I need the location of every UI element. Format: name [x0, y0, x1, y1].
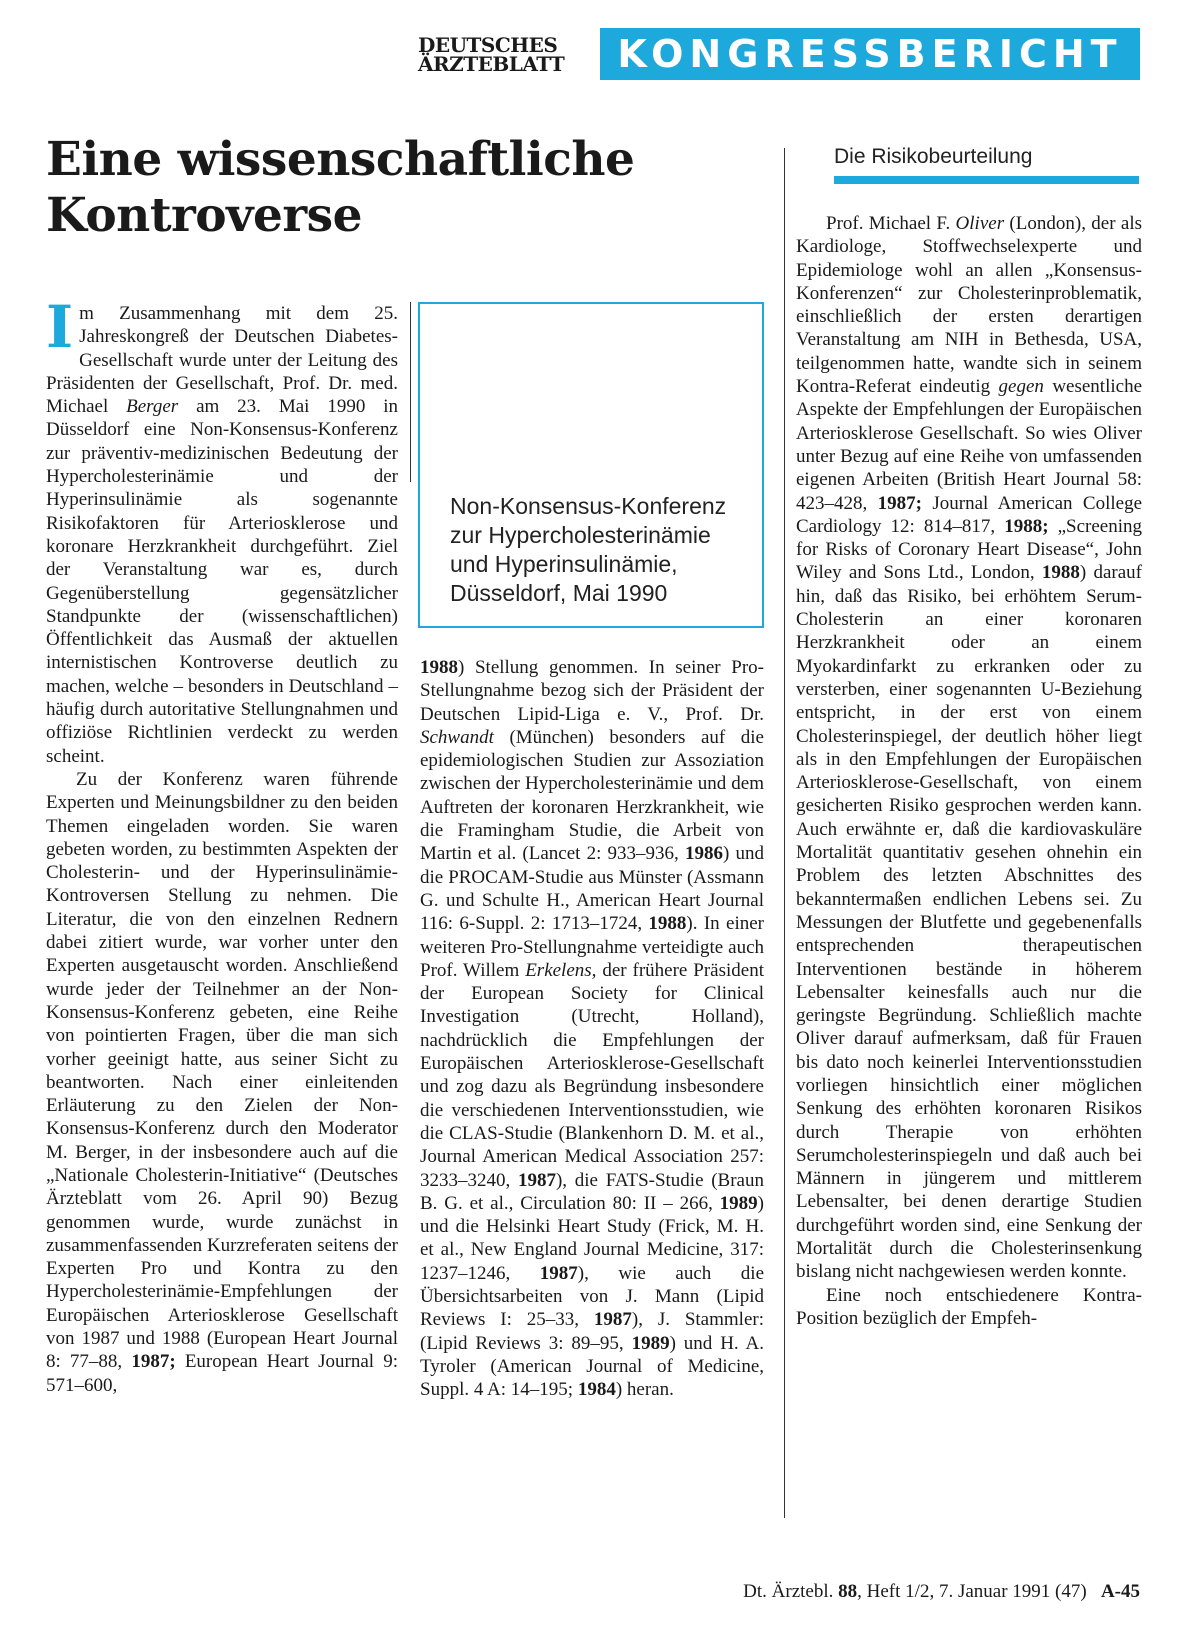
text-run-italic: Oliver — [955, 213, 1005, 234]
text-run: ), die FATS-Studie (Braun B. G. et al., Circulation 80: II – 266, — [420, 1169, 764, 1214]
text-run: ), wie auch die Übersichtsarbeiten von J. Mann (Lipid Reviews I: 25–33, — [420, 1262, 765, 1331]
conference-infobox — [418, 302, 764, 628]
text-run: European Heart Journal 9: 571–600, — [46, 1351, 398, 1396]
text-run: ) und H. A. Tyroler (American Journal of Medicine, Suppl. 4 A: 14–195; — [420, 1332, 764, 1401]
page-footer — [640, 1580, 1140, 1604]
article-column-3 — [796, 212, 1142, 1330]
text-run-bold: 1987; — [877, 492, 922, 514]
text-run: ) und die PROCAM-Studie aus Münster (Assmann G. und Schulte H., American Heart Journal 116: 6-Suppl. 2: 1713–1724, — [420, 843, 764, 935]
footer-issue: , Heft 1/2, 7. Januar 1991 (47) — [857, 1581, 1087, 1602]
infobox-line-3: und Hyperinsulinämie, — [450, 551, 678, 577]
text-run: „Screening for Risks of Coronary Heart Disease“, John Wiley and Sons Ltd., London, — [796, 515, 1142, 584]
drop-cap: I — [46, 293, 74, 361]
text-run: ) und die Helsinki Heart Study (Frick, M. H. et al., New England Journal Medicine, 317: 1237–1246, — [420, 1192, 764, 1284]
text-run: Prof. Michael F. — [826, 213, 956, 234]
text-run-bold: 1989 — [631, 1332, 670, 1354]
text-run-bold: 1987 — [517, 1169, 556, 1191]
text-run: (München) besonders auf die epidemiologischen Studien zur Assoziation zwischen der Hypercholesterinämie und dem Auftreten der koronaren Herzkrankheit, wie die Framingham Studie, die Arbeit von Martin et al. (Lancet 2: 933–936, — [420, 726, 764, 865]
text-run: ) heran. — [615, 1379, 674, 1401]
section-heading: Die Risikobeurteilung — [834, 145, 1033, 168]
article-headline — [46, 132, 746, 244]
paragraph — [420, 656, 764, 1402]
text-run: am 23. Mai 1990 in Düsseldorf eine Non-Konsensus-Konferenz zur präventiv-medizinischen Bedeutung der Hypercholesterinämie und der Hyperinsulinämie als sogenannte Risikofaktoren für Arteriosklerose und koronare Herzkrankheit durchgeführt. Ziel der Veranstaltung war es, durch Gegenüberstellung gegensätzlicher Standpunkte der (wissenschaftlichen) Öffentlichkeit das Ausmaß der aktuellen internistischen Kontroverse deutlich zu machen, welche – besonders in Deutschland – häufig durch autoritative Stellungnahmen und offiziöse Richtlinien verdeckt zu werden scheint. — [46, 396, 398, 767]
infobox-line-2: zur Hypercholesterinämie — [450, 522, 711, 548]
footer-journal: Dt. Ärztebl. — [743, 1581, 839, 1602]
text-run: ) darauf hin, daß das Risiko, bei erhöhtem Serum-Cholesterin an einer koronaren Herzkrankheit oder an einem Myokardinfarkt zu erkranken oder zu versterben, einer sogenannten U-Beziehung entspricht, in der erst von einem Cholesterinspiegel, der deutlich höher liegt als in den Empfehlungen der Europäischen Arteriosklerose-Gesellschaft, von einem gesicherten Risiko gesprochen werden kann. Auch erwähnte er, daß die kardiovaskuläre Mortalität quantitativ gesehen ohnehin ein Problem des letzten Abschnittes des bekanntermaßen endlichen Lebens sei. Zu Messungen der Blutfette und gegebenenfalls entsprechenden therapeutischen Interventionen bestände in höherem Lebensalter keinesfalls auch nur die geringste Begründung. Schließlich machte Oliver darauf aufmerksam, daß für Frauen bis dato noch keinerlei Interventionsstudien vorliegen hinsichtlich einer möglichen Senkung des erhöhten koronaren Risikos durch Therapie von erhöhten Serumcholesterinspiegeln und daß auch bei Männern in jüngerem und mittlerem Lebensalter, bei denen derartige Studien durchgeführt worden sind, eine Senkung der Mortalität durch die Cholesterinsenkung bislang nicht nachgewiesen werden konnte. — [796, 562, 1142, 1283]
text-run-bold: 1987 — [593, 1309, 632, 1331]
section-heading-rule — [834, 176, 1139, 184]
text-run-italic: gegen — [998, 376, 1044, 398]
text-run: (London), der als Kardiologe, Stoffwechselexperte und Epidemiologe wohl an allen „Konsensus-Konferenzen“ zur Cholesterinproblematik, einschließlich der ersten derartigen Veranstaltung am NIH in Bethesda, USA, teilgenommen hatte, wandte sich in seinem Kontra-Referat eindeutig — [796, 213, 1142, 398]
column-divider — [784, 148, 785, 1518]
column-divider-short — [410, 302, 411, 482]
text-run-bold: 1984 — [577, 1379, 616, 1401]
text-run-italic: Schwandt — [420, 726, 494, 748]
footer-page-number: A-45 — [1100, 1581, 1140, 1602]
paragraph — [46, 293, 398, 768]
journal-brand — [418, 33, 596, 76]
infobox-caption — [450, 492, 750, 608]
text-run-bold: 1987 — [539, 1262, 578, 1284]
paragraph — [796, 212, 1142, 1284]
footer-volume: 88 — [838, 1581, 858, 1602]
article-column-2 — [420, 656, 764, 1402]
brand-line-1: DEUTSCHES — [418, 33, 558, 57]
paragraph — [46, 768, 398, 1397]
text-run-bold: 1988; — [1004, 515, 1049, 537]
paragraph: Eine noch entschiedenere Kontra-Position bezüglich der Empfeh- — [796, 1284, 1142, 1329]
text-run: der frühere Präsident der European Society for Clinical Investigation (Utrecht, Holland), nachdrücklich die Empfehlungen der Europäischen Arteriosklerose-Gesellschaft und zog dazu als Begründung insbesondere die verschiedenen Interventionsstudien, wie die CLAS-Studie (Blankenhorn D. M. et al., Journal American Medical Association 257: 3233–3240, — [420, 959, 764, 1191]
section-banner: KONGRESSBERICHT — [600, 28, 1140, 80]
brand-line-2: ÄRZTEBLATT — [418, 52, 565, 76]
article-column-1 — [46, 293, 398, 1397]
text-run: Journal American College Cardiology 12: 814–817, — [796, 492, 1143, 537]
text-run: wesentliche Aspekte der Empfehlungen der Europäischen Arteriosklerose Gesellschaft. So wies Oliver unter Bezug auf eine Reihe von umfassenden eigenen Arbeiten (British Heart Journal 58: 423–428, — [796, 376, 1143, 514]
text-run-italic: Berger — [126, 396, 179, 418]
headline-line-2: Kontroverse — [46, 188, 362, 243]
text-run: ) Stellung genommen. In seiner Pro-Stellungnahme bezog sich der Präsident der Deutschen Lipid-Liga e. V., Prof. Dr. — [420, 657, 764, 725]
text-run: ). In einer weiteren Pro-Stellungnahme verteidigte auch Prof. Willem — [420, 913, 764, 981]
text-run: ), J. Stammler: (Lipid Reviews 3: 89–95, — [420, 1309, 764, 1354]
headline-line-1: Eine wissenschaftliche — [46, 132, 635, 187]
text-run: m Zusammenhang mit dem 25. Jahreskongreß der Deutschen Diabetes-Gesellschaft wurde unter der Leitung des Präsidenten der Gesellschaft, Prof. Dr. med. Michael — [46, 303, 398, 418]
text-run-bold: 1986 — [684, 843, 723, 865]
text-run-bold: 1988 — [420, 657, 458, 678]
text-run-bold: 1988 — [648, 913, 687, 935]
text-run: Zu der Konferenz waren führende Experten und Meinungsbildner zu den beiden Themen eingeladen worden. Sie waren gebeten worden, zu bestimmten Aspekten der Cholesterin- und der Hyperinsulinämie-Kontroversen Stellung zu nehmen. Die Literatur, die von den einzelnen Rednern dabei zitiert wurde, war vorher unter den Experten ausgetauscht worden. Anschließend wurde jeder der Teilnehmer an der Non-Konsensus-Konferenz gebeten, eine Reihe von pointierten Fragen, über die man sich vorher geeinigt hatte, aus seiner Sicht zu beantworten. Nach einer einleitenden Erläuterung zu den Zielen der Non-Konsensus-Konferenz durch den Moderator M. Berger, in der insbesondere auch auf die „Nationale Cholesterin-Initiative“ (Deutsches Ärzteblatt vom 26. April 90) Bezug genommen wurde, wurde zunächst in zusammenfassenden Kurzreferaten seitens der Experten Pro und Kontra zu den Hypercholesterinämie-Empfehlungen der Europäischen Arteriosklerose Gesellschaft von 1987 und 1988 (European Heart Journal 8: 77–88, — [46, 768, 398, 1373]
infobox-line-4: Düsseldorf, Mai 1990 — [450, 580, 668, 606]
text-run-italic: Erkelens, — [525, 959, 597, 981]
text-run-bold: 1988 — [1041, 562, 1080, 584]
text-run-bold: 1987; — [131, 1351, 176, 1373]
infobox-line-1: Non-Konsensus-Konferenz — [450, 493, 727, 519]
text-run-bold: 1989 — [719, 1192, 758, 1214]
